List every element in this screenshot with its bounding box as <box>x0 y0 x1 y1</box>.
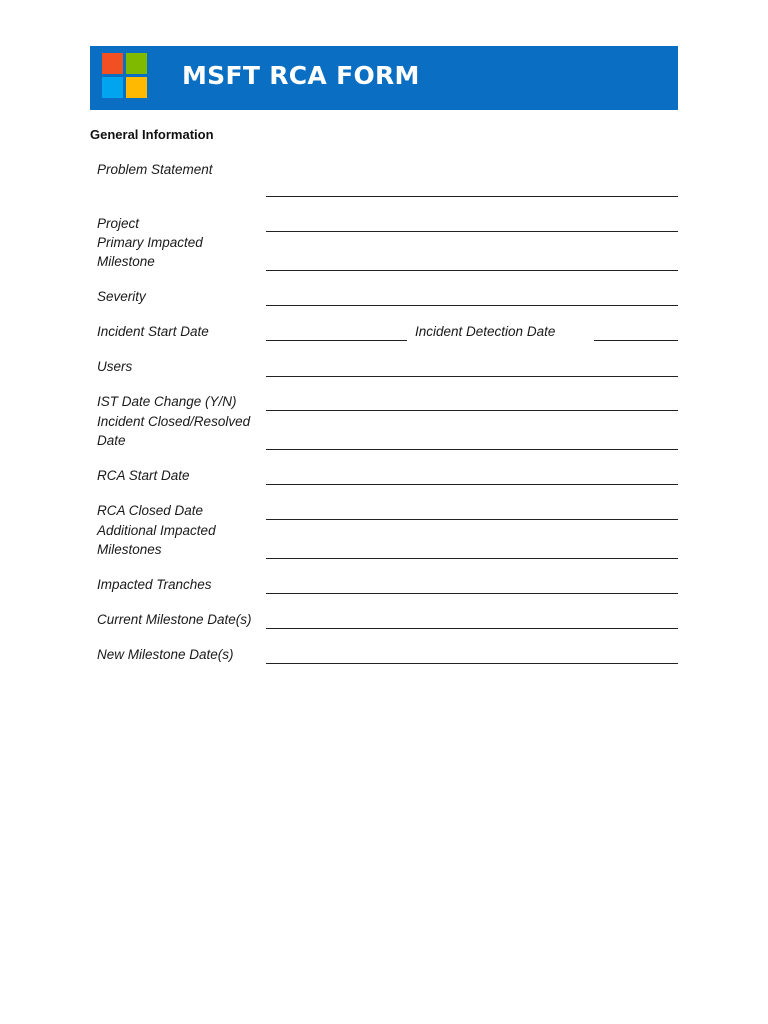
field-severity[interactable] <box>266 305 678 306</box>
header-banner <box>90 46 678 110</box>
field-new-milestone-dates[interactable] <box>266 663 678 664</box>
field-additional-impacted-milestones[interactable] <box>266 558 678 559</box>
field-current-milestone-dates[interactable] <box>266 628 678 629</box>
label-severity: Severity <box>97 289 146 304</box>
field-project[interactable] <box>266 231 678 232</box>
label-ist-date-change: IST Date Change (Y/N) <box>97 394 237 409</box>
logo-red-square <box>102 53 123 74</box>
label-primary-impacted-milestone: Primary Impacted Milestone <box>97 235 203 269</box>
logo-yellow-square <box>126 77 147 98</box>
label-rca-closed-date: RCA Closed Date <box>97 503 204 518</box>
field-primary-impacted-milestone[interactable] <box>266 270 678 271</box>
field-impacted-tranches[interactable] <box>266 593 678 594</box>
label-current-milestone-dates: Current Milestone Date(s) <box>97 612 252 627</box>
field-ist-date-change[interactable] <box>266 410 678 411</box>
field-rca-closed-date[interactable] <box>266 519 678 520</box>
field-users[interactable] <box>266 376 678 377</box>
logo-green-square <box>126 53 147 74</box>
label-incident-detection-date: Incident Detection Date <box>415 324 556 339</box>
field-incident-closed-resolved-date[interactable] <box>266 449 678 450</box>
label-incident-closed-resolved-date: Incident Closed/Resolved Date <box>97 414 251 448</box>
section-title: General Information <box>90 127 214 142</box>
label-new-milestone-dates: New Milestone Date(s) <box>97 647 234 662</box>
label-project: Project <box>97 216 140 231</box>
label-incident-start-date: Incident Start Date <box>97 324 209 339</box>
microsoft-logo-icon <box>102 53 148 99</box>
label-additional-impacted-milestones: Additional Impacted Milestones <box>97 523 216 557</box>
logo-blue-square <box>102 77 123 98</box>
field-problem-statement[interactable] <box>266 196 678 197</box>
label-problem-statement: Problem Statement <box>97 162 213 177</box>
label-impacted-tranches: Impacted Tranches <box>97 577 212 592</box>
label-users: Users <box>97 359 133 374</box>
form-title: MSFT RCA FORM <box>182 61 420 90</box>
field-incident-start-date[interactable] <box>266 340 407 341</box>
label-rca-start-date: RCA Start Date <box>97 468 190 483</box>
field-incident-detection-date[interactable] <box>594 340 678 341</box>
field-rca-start-date[interactable] <box>266 484 678 485</box>
